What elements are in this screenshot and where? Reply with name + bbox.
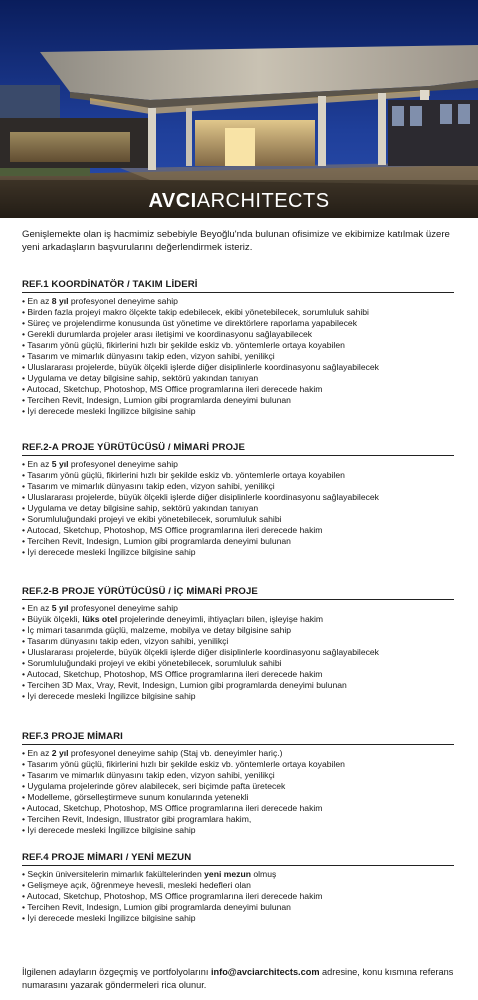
requirement-item [22, 296, 454, 307]
requirement-text: İyi derecede mesleki İngilizce bilgisine sahip [27, 547, 196, 557]
requirement-item [22, 503, 454, 514]
requirement-text: En az [27, 459, 52, 469]
requirement-item [22, 459, 454, 470]
requirement-text: Tercihen Revit, Indesign, Illustrator gibi programlara hakim, [27, 814, 252, 824]
requirement-text: Autocad, Sketchup, Photoshop, MS Office programlarına ileri derecede hakim [26, 525, 323, 535]
requirement-text: Uluslararası projelerde, büyük ölçekli işlerde diğer disiplinlerle koordinasyonu sağlayabilecek [27, 362, 379, 372]
requirement-text: İyi derecede mesleki İngilizce bilgisine sahip [27, 913, 196, 923]
requirement-item [22, 384, 454, 395]
requirements-list [22, 603, 454, 702]
footer-text-after: adresine, konu kısmına referans numarasını yazarak göndermeleri rica olunur. [22, 967, 454, 990]
requirement-text: projelerinde deneyimli, ihtiyaçları bilen, işleyişe hakim [117, 614, 324, 624]
requirement-text: profesyonel deneyime sahip [68, 459, 178, 469]
requirement-text: Tercihen Revit, Indesign, Lumion gibi programlarda deneyimi bulunan [27, 536, 291, 546]
requirement-item [22, 536, 454, 547]
requirement-item [22, 481, 454, 492]
requirement-item [22, 880, 454, 891]
requirement-item [22, 902, 454, 913]
requirement-item [22, 395, 454, 406]
requirement-text: Süreç ve projelendirme konusunda üst yönetime ve direktörlere raporlama yapabilecek [27, 318, 358, 328]
job-section [22, 279, 454, 417]
job-section-title: REF.3 PROJE MİMARI [22, 731, 454, 745]
requirement-text: Uygulama ve detay bilgisine sahip, sektörü yakından tanıyan [27, 503, 259, 513]
job-section [22, 731, 454, 836]
company-logo [0, 190, 478, 213]
job-section [22, 852, 454, 924]
requirement-text: Tercihen 3D Max, Vray, Revit, Indesign, Lumion gibi programlarda deneyimi bulunan [27, 680, 347, 690]
requirement-text: İyi derecede mesleki İngilizce bilgisine sahip [27, 691, 196, 701]
requirement-text: En az [27, 603, 52, 613]
requirements-list [22, 748, 454, 836]
hero-photo [0, 0, 478, 218]
job-section [22, 586, 454, 702]
requirement-text: Tasarım yönü güçlü, fikirlerini hızlı bir şekilde eskiz vb. yöntemlerle ortaya koyabilen [27, 340, 345, 350]
requirement-text: Tercihen Revit, Indesign, Lumion gibi programlarda deneyimi bulunan [27, 902, 291, 912]
logo-bold-text: AVCI [148, 190, 197, 212]
requirement-item [22, 492, 454, 503]
requirement-text: Tasarım ve mimarlık dünyasını takip eden, vizyon sahibi, yenilikçi [27, 481, 275, 491]
requirement-text: profesyonel deneyime sahip (Staj vb. deneyimler hariç.) [68, 748, 283, 758]
requirement-item [22, 825, 454, 836]
requirement-emphasis: 5 yıl [51, 603, 69, 613]
requirement-item [22, 614, 454, 625]
application-instructions [22, 966, 458, 991]
requirement-emphasis: 2 yıl [51, 748, 69, 758]
requirement-text: Uygulama ve detay bilgisine sahip, sektörü yakından tanıyan [27, 373, 259, 383]
requirement-item [22, 803, 454, 814]
contact-email[interactable]: info@avciarchitects.com [210, 967, 320, 977]
requirement-text: Tasarım dünyasını takip eden, vizyon sahibi, yenilikçi [27, 636, 229, 646]
requirement-item [22, 514, 454, 525]
requirement-text: En az [27, 748, 52, 758]
requirement-item [22, 792, 454, 803]
logo-light-text: ARCHITECTS [196, 190, 330, 212]
requirement-item [22, 406, 454, 417]
requirement-item [22, 636, 454, 647]
requirement-emphasis: 8 yıl [51, 296, 69, 306]
building-night-illustration [0, 0, 478, 218]
requirement-text: İyi derecede mesleki İngilizce bilgisine sahip [27, 825, 196, 835]
requirement-text: İç mimari tasarımda güçlü, malzeme, mobilya ve detay bilgisine sahip [27, 625, 292, 635]
requirement-item [22, 913, 454, 924]
requirement-item [22, 525, 454, 536]
requirement-text: Autocad, Sketchup, Photoshop, MS Office programlarına ileri derecede hakim [26, 669, 323, 679]
requirement-item [22, 748, 454, 759]
requirement-item [22, 329, 454, 340]
requirement-item [22, 680, 454, 691]
requirement-item [22, 307, 454, 318]
requirement-text: Uluslararası projelerde, büyük ölçekli işlerde diğer disiplinlerle koordinasyonu sağlayabilecek [27, 647, 379, 657]
requirement-text: Sorumluluğundaki projeyi ve ekibi yönetebilecek, sorumluluk sahibi [27, 514, 282, 524]
requirement-text: Tasarım ve mimarlık dünyasını takip eden, vizyon sahibi, yenilikçi [27, 770, 275, 780]
requirement-emphasis: lüks otel [82, 614, 118, 624]
requirement-item [22, 362, 454, 373]
requirements-list [22, 296, 454, 417]
job-section-title: REF.2-B PROJE YÜRÜTÜCÜSÜ / İÇ MİMARİ PROJE [22, 586, 454, 600]
requirement-text: Tasarım yönü güçlü, fikirlerini hızlı bir şekilde eskiz vb. yöntemlerle ortaya koyabilen [27, 759, 345, 769]
requirement-item [22, 814, 454, 825]
requirement-emphasis: yeni mezun [204, 869, 251, 879]
job-section [22, 442, 454, 558]
requirement-item [22, 647, 454, 658]
requirement-text: Autocad, Sketchup, Photoshop, MS Office programlarına ileri derecede hakim [26, 891, 323, 901]
requirement-item [22, 891, 454, 902]
requirement-text: Autocad, Sketchup, Photoshop, MS Office programlarına ileri derecede hakim [26, 803, 323, 813]
job-section-title: REF.4 PROJE MİMARI / YENİ MEZUN [22, 852, 454, 866]
requirement-item [22, 603, 454, 614]
requirement-text: Tasarım yönü güçlü, fikirlerini hızlı bir şekilde eskiz vb. yöntemlerle ortaya koyabilen [27, 470, 345, 480]
job-section-title: REF.2-A PROJE YÜRÜTÜCÜSÜ / MİMARİ PROJE [22, 442, 454, 456]
requirement-item [22, 669, 454, 680]
requirement-text: profesyonel deneyime sahip [68, 603, 178, 613]
requirement-text: İyi derecede mesleki İngilizce bilgisine sahip [27, 406, 196, 416]
requirement-text: Gelişmeye açık, öğrenmeye hevesli, mesleki hedefleri olan [27, 880, 251, 890]
job-section-title: REF.1 KOORDİNATÖR / TAKIM LİDERİ [22, 279, 454, 293]
requirement-text: olmuş [250, 869, 277, 879]
requirement-text: Uygulama projelerinde görev alabilecek, seri biçimde pafta üretecek [27, 781, 286, 791]
requirement-item [22, 351, 454, 362]
requirement-emphasis: 5 yıl [51, 459, 69, 469]
footer-text-before: İlgilenen adayların özgeçmiş ve portfolyolarını [22, 967, 211, 977]
requirement-item [22, 759, 454, 770]
requirement-text: Birden fazla projeyi makro ölçekte takip edebilecek, ekibi yönetebilecek, sorumluluk sahibi [27, 307, 369, 317]
requirements-list [22, 869, 454, 924]
intro-paragraph: Genişlemekte olan iş hacmimiz sebebiyle Beyoğlu'nda bulunan ofisimize ve ekibimize katılmak üzere yeni arkadaşların başvurularını değerlendirmek isteriz. [22, 229, 450, 253]
requirement-item [22, 318, 454, 329]
requirement-item [22, 470, 454, 481]
requirement-text: Seçkin üniversitelerin mimarlık fakültelerinden [27, 869, 205, 879]
requirement-item [22, 340, 454, 351]
requirement-text: Sorumluluğundaki projeyi ve ekibi yönetebilecek, sorumluluk sahibi [27, 658, 282, 668]
requirement-text: Gerekli durumlarda projeler arası iletişimi ve koordinasyonu sağlayabilecek [27, 329, 313, 339]
requirements-list [22, 459, 454, 558]
requirement-item [22, 869, 454, 880]
requirement-item [22, 547, 454, 558]
requirement-item [22, 781, 454, 792]
requirement-text: Büyük ölçekli, [27, 614, 83, 624]
requirement-item [22, 691, 454, 702]
requirement-text: Autocad, Sketchup, Photoshop, MS Office programlarına ileri derecede hakim [26, 384, 323, 394]
requirement-item [22, 658, 454, 669]
requirement-text: En az [27, 296, 52, 306]
requirement-item [22, 373, 454, 384]
requirement-item [22, 770, 454, 781]
requirement-item [22, 625, 454, 636]
requirement-text: Uluslararası projelerde, büyük ölçekli işlerde diğer disiplinlerle koordinasyonu sağlayabilecek [27, 492, 379, 502]
requirement-text: Modelleme, görselleştirmeve sunum konularında yetenekli [27, 792, 249, 802]
requirement-text: Tasarım ve mimarlık dünyasını takip eden, vizyon sahibi, yenilikçi [27, 351, 275, 361]
requirement-text: Tercihen Revit, Indesign, Lumion gibi programlarda deneyimi bulunan [27, 395, 291, 405]
requirement-text: profesyonel deneyime sahip [68, 296, 178, 306]
